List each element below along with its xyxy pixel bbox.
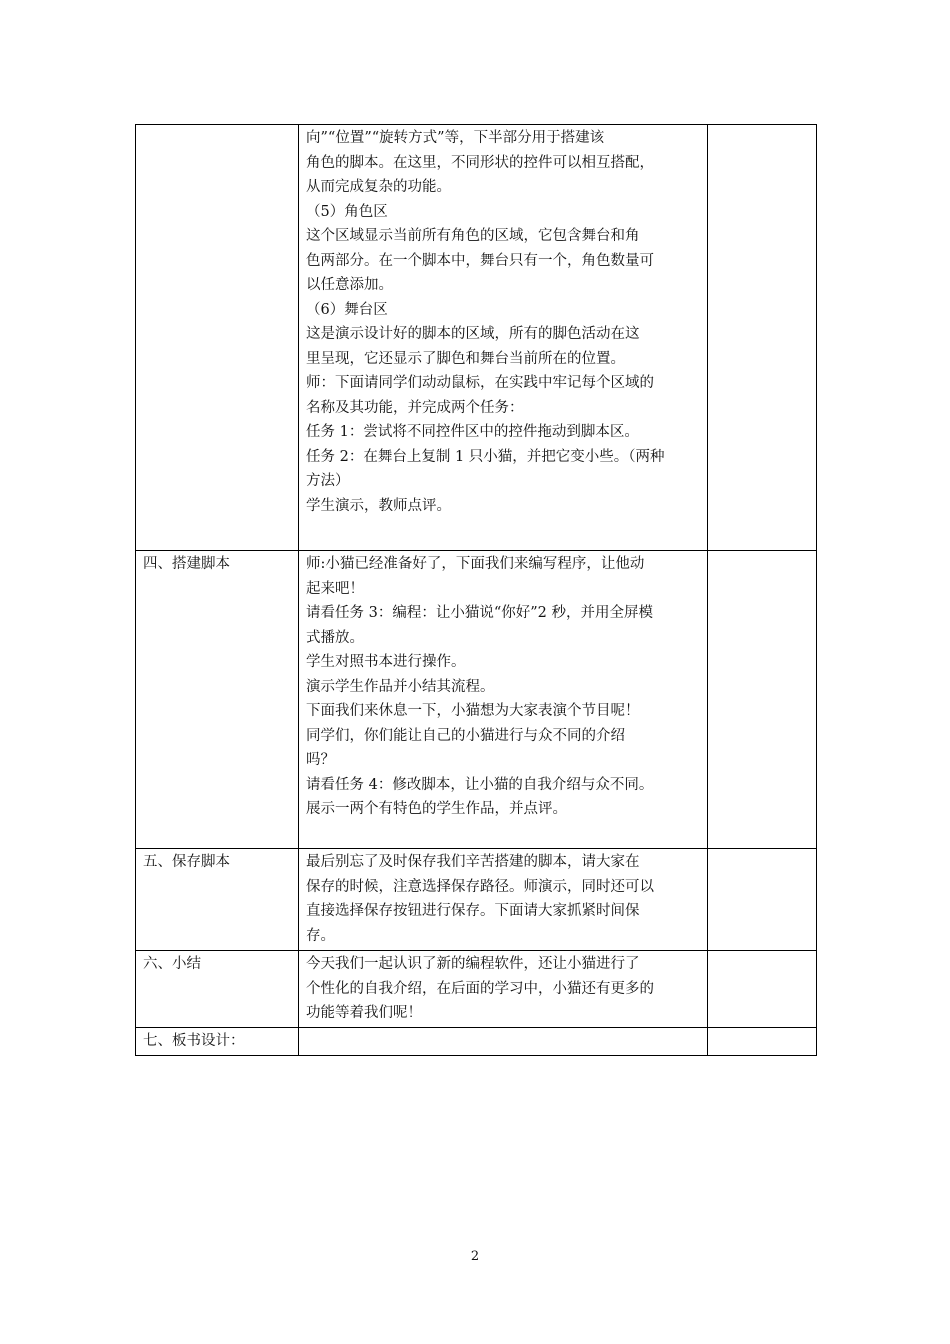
notes-cell bbox=[708, 951, 817, 1028]
table-row-save-script bbox=[136, 849, 817, 951]
content-line: 任务 2：在舞台上复制 1 只小猫，并把它变小些。（两种 bbox=[306, 448, 665, 465]
content-line: 学生对照书本进行操作。 bbox=[306, 654, 466, 670]
content-line: 请看任务 4：修改脚本，让小猫的自我介绍与众不同。 bbox=[306, 776, 654, 793]
content-line: 个性化的自我介绍，在后面的学习中，小猫还有更多的 bbox=[306, 980, 654, 997]
content-line: 从而完成复杂的功能。 bbox=[306, 179, 451, 195]
content-line: 起来吧！ bbox=[306, 580, 364, 597]
notes-cell bbox=[708, 1028, 817, 1056]
content-line: 色两部分。在一个脚本中，舞台只有一个，角色数量可 bbox=[306, 252, 654, 269]
section-cell bbox=[136, 951, 299, 1028]
content-cell bbox=[299, 551, 708, 849]
content-line: 式播放。 bbox=[306, 629, 364, 646]
section-cell bbox=[136, 551, 299, 849]
content-cell bbox=[299, 951, 708, 1028]
section-cell bbox=[136, 849, 299, 951]
content-line: 保存的时候，注意选择保存路径。师演示，同时还可以 bbox=[306, 878, 654, 895]
content-line: 这是演示设计好的脚本的区域，所有的脚色活动在这 bbox=[306, 326, 640, 342]
content-line: 角色的脚本。在这里，不同形状的控件可以相互搭配， bbox=[306, 154, 654, 171]
content-line: 师：下面请同学们动动鼠标，在实践中牢记每个区域的 bbox=[306, 375, 654, 391]
section-title: 六、小结 bbox=[143, 956, 201, 972]
content-cell bbox=[299, 1028, 708, 1056]
content-cell bbox=[299, 125, 708, 551]
content-line: 存。 bbox=[306, 927, 335, 944]
page-number: 2 bbox=[470, 1249, 480, 1264]
notes-cell bbox=[708, 849, 817, 951]
table-row-continued bbox=[136, 125, 817, 551]
content-line: 下面我们来休息一下，小猫想为大家表演个节目呢！ bbox=[306, 703, 640, 719]
content-line: 以任意添加。 bbox=[306, 277, 393, 293]
content-line: 师:小猫已经准备好了，下面我们来编写程序，让他动 bbox=[306, 556, 645, 572]
content-line: 任务 1：尝试将不同控件区中的控件拖动到脚本区。 bbox=[306, 424, 639, 440]
table-row-board-design bbox=[136, 1028, 817, 1056]
content-line: 向”“位置”“旋转方式”等，下半部分用于搭建该 bbox=[306, 130, 605, 146]
notes-cell bbox=[708, 551, 817, 849]
lesson-plan-table bbox=[135, 124, 817, 1056]
content-line: 吗？ bbox=[306, 752, 335, 768]
section-title: 七、板书设计： bbox=[143, 1033, 245, 1049]
section-cell bbox=[136, 125, 299, 551]
content-line: 功能等着我们呢！ bbox=[306, 1005, 422, 1021]
content-line: 方法） bbox=[306, 473, 350, 489]
content-line: （6）舞台区 bbox=[306, 301, 388, 318]
content-line: 演示学生作品并小结其流程。 bbox=[306, 678, 495, 695]
content-line: 里呈现，它还显示了脚色和舞台当前所在的位置。 bbox=[306, 350, 625, 367]
content-line: 名称及其功能，并完成两个任务： bbox=[306, 399, 524, 416]
content-line: 今天我们一起认识了新的编程软件，还让小猫进行了 bbox=[306, 956, 640, 972]
content-line: 最后别忘了及时保存我们辛苦搭建的脚本，请大家在 bbox=[306, 854, 640, 870]
section-title: 五、保存脚本 bbox=[143, 854, 230, 870]
section-cell bbox=[136, 1028, 299, 1056]
content-line: 学生演示，教师点评。 bbox=[306, 497, 451, 514]
content-line: 这个区域显示当前所有角色的区域，它包含舞台和角 bbox=[306, 228, 640, 244]
content-line: （5）角色区 bbox=[306, 203, 388, 220]
content-line: 展示一两个有特色的学生作品，并点评。 bbox=[306, 801, 567, 817]
content-line: 直接选择保存按钮进行保存。下面请大家抓紧时间保 bbox=[306, 903, 640, 919]
table-row-summary bbox=[136, 951, 817, 1028]
content-line: 同学们，你们能让自己的小猫进行与众不同的介绍 bbox=[306, 727, 625, 744]
notes-cell bbox=[708, 125, 817, 551]
section-title: 四、搭建脚本 bbox=[143, 556, 230, 572]
table-row-build-script bbox=[136, 551, 817, 849]
content-cell bbox=[299, 849, 708, 951]
content-line: 请看任务 3：编程：让小猫说“你好”2 秒，并用全屏模 bbox=[306, 605, 653, 621]
